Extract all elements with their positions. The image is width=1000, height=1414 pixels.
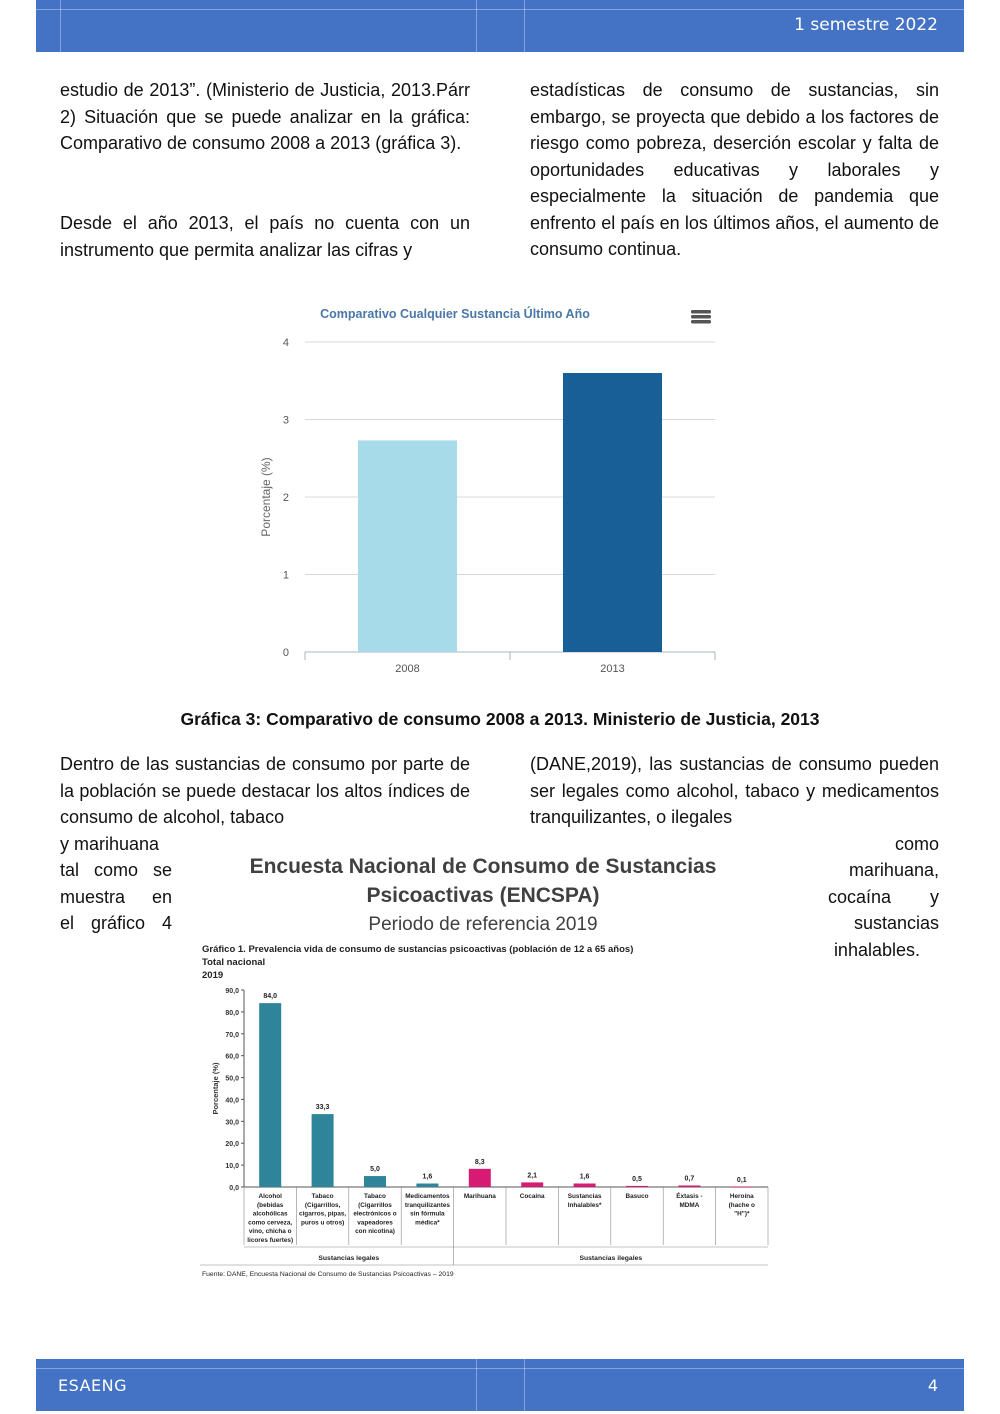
bar-cocaína: [521, 1182, 543, 1187]
paragraph-3: estadísticas de consumo de sustancias, sin embargo, se proyecta que debido a los factores de riesgo como pobreza, deserción escolar y falta de oportunidades educativas y laborales y especialmente la situación de pandemia que enfrento el país en los últimos años, el aumento de consumo continua.: [530, 80, 939, 259]
footer-divider: [476, 1359, 477, 1411]
paragraph-5-wrap-line: cocaína y: [828, 887, 939, 907]
y-axis-label: Porcentaje (%): [259, 457, 273, 537]
header-date: 1 semestre 2022: [794, 15, 938, 35]
hamburger-menu-icon[interactable]: [691, 310, 711, 324]
bar-heroína: [731, 1187, 753, 1188]
header-divider: [60, 0, 61, 52]
y-tick-label: 40,0: [225, 1097, 239, 1105]
bar-tabaco: [364, 1176, 386, 1187]
data-label: 0,5: [632, 1175, 642, 1183]
bar-marihuana: [469, 1169, 491, 1187]
data-label: 2,1: [527, 1172, 538, 1180]
paragraph-4-wrap-line: el gráfico 4: [60, 913, 172, 933]
header-band: [36, 0, 964, 52]
chart-subtitle: 2019: [202, 970, 224, 981]
group-label: Sustancias legales: [318, 1255, 380, 1262]
bar-2013: [563, 373, 662, 652]
y-tick-label: 0,0: [229, 1185, 239, 1192]
y-tick-label: 90,0: [225, 988, 239, 995]
x-tick-label: (Cigarrillos: [358, 1201, 392, 1209]
x-tick-label: sin fórmula: [410, 1210, 445, 1218]
x-tick-label: (hache o: [728, 1201, 755, 1209]
data-label: 1,6: [579, 1173, 590, 1181]
y-tick-label: 50,0: [225, 1075, 239, 1083]
header-rule: [36, 9, 964, 10]
paragraph-4-wrap-line: y marihuana: [60, 834, 160, 854]
x-tick-label: puros u otros): [300, 1219, 345, 1227]
bar-tabaco: [312, 1114, 334, 1187]
x-tick-label: 2008: [395, 663, 420, 675]
chart-comparativo: [255, 296, 735, 686]
x-tick-label: "H")*: [734, 1210, 750, 1218]
paragraph-5-wrap-line: como: [894, 834, 939, 854]
y-tick-label: 60,0: [225, 1053, 239, 1061]
x-tick-label: Sustancias: [567, 1193, 602, 1200]
y-tick-label: 3: [282, 414, 289, 427]
bar-sustancias: [574, 1183, 596, 1187]
header-divider: [476, 0, 477, 52]
banner-title-line: Psicoactivas (ENCSPA): [366, 884, 600, 907]
y-tick-label: 10,0: [225, 1163, 239, 1171]
data-label: 84,0: [263, 993, 278, 1001]
data-label: 0,1: [736, 1176, 747, 1184]
y-tick-label: 1: [282, 569, 289, 582]
chart-title: Comparativo Cualquier Sustancia Último Año: [320, 307, 590, 321]
chart-subtitle: Total nacional: [202, 957, 266, 968]
x-tick-label: como cerveza,: [248, 1219, 293, 1227]
x-tick-label: Tabaco: [364, 1193, 386, 1200]
header-divider: [524, 0, 525, 52]
x-tick-label: cigarros, pipas,: [298, 1210, 347, 1218]
paragraph-2: Desde el año 2013, el país no cuenta con un instrumento que permita analizar las cifras y: [60, 213, 470, 260]
x-tick-label: Éxtasis -: [676, 1193, 703, 1200]
footer-divider: [524, 1359, 525, 1411]
x-tick-label: vino, chicha o: [248, 1228, 292, 1236]
data-label: 8,3: [474, 1158, 485, 1166]
banner-title-line: Encuesta Nacional de Consumo de Sustancias: [249, 855, 717, 878]
x-tick-label: licores fuertes): [247, 1237, 294, 1244]
x-tick-label: Basuco: [625, 1193, 649, 1200]
chart-source: Fuente: DANE, Encuesta Nacional de Consumo de Sustancias Psicoactivas – 2019: [202, 1271, 454, 1278]
x-tick-label: (Cigarrillos,: [304, 1201, 341, 1209]
x-tick-label: Tabaco: [311, 1193, 334, 1200]
chart-encspa: [196, 850, 776, 1280]
y-tick-label: 4: [282, 337, 289, 349]
paragraph-4-wrap-line: tal como se: [60, 860, 172, 880]
paragraph-5-wrap-line: sustancias: [853, 913, 939, 933]
footer-band: [36, 1359, 964, 1411]
bar-basuco: [626, 1186, 648, 1187]
y-tick-label: 20,0: [225, 1141, 239, 1149]
x-tick-label: vapeadores: [357, 1219, 393, 1227]
y-tick-label: 30,0: [225, 1119, 239, 1127]
x-tick-label: Cocaína: [519, 1193, 545, 1200]
x-tick-label: Alcohol: [258, 1193, 282, 1200]
x-tick-label: con nicotina): [355, 1228, 395, 1236]
paragraph-4: Dentro de las sustancias de consumo por parte de la población se puede destacar los altos índices de consumo de alcohol, tabaco: [60, 754, 470, 827]
bar-medicamentos: [416, 1183, 438, 1187]
paragraph-5-wrap-line: marihuana,: [848, 860, 939, 880]
page-number: 4: [927, 1376, 938, 1395]
bar-2008: [358, 440, 457, 652]
y-tick-label: 2: [282, 492, 289, 504]
x-tick-label: alcohólicas: [252, 1210, 288, 1218]
y-axis-label: Porcentaje (%): [211, 1062, 220, 1115]
x-tick-label: (bebidas: [257, 1201, 284, 1209]
data-label: 1,6: [422, 1173, 433, 1181]
paragraph-4-wrap-line: muestra en: [60, 887, 172, 907]
chart-title: Gráfico 1. Prevalencia vida de consumo de sustancias psicoactivas (población de 12 a 65 años): [202, 944, 634, 955]
bar-alcohol: [259, 1003, 281, 1187]
paragraph-1: estudio de 2013”. (Ministerio de Justicia, 2013.Párr 2) Situación que se puede analizar en la gráfica: Comparativo de consumo 2008 a 2013 (gráfica 3).: [60, 80, 470, 153]
data-label: 0,7: [684, 1175, 695, 1183]
x-tick-label: Inhalables*: [567, 1201, 602, 1209]
x-tick-label: 2013: [600, 663, 625, 675]
x-tick-label: Marihuana: [463, 1193, 496, 1200]
footer-rule: [36, 1368, 964, 1369]
x-tick-label: tranquilizantes: [404, 1201, 450, 1209]
banner-subtitle: Periodo de referencia 2019: [368, 914, 598, 935]
footer-brand: ESAENG: [58, 1376, 127, 1395]
x-tick-label: MDMA: [679, 1201, 700, 1209]
paragraph-5: (DANE,2019), las sustancias de consumo pueden ser legales como alcohol, tabaco y medicamentos tranquilizantes, o ilegales: [530, 754, 939, 827]
x-tick-label: Heroína: [729, 1193, 754, 1200]
group-label: Sustancias ilegales: [579, 1255, 643, 1262]
paragraph-5-wrap-line: inhalables.: [833, 940, 920, 960]
data-label: 33,3: [315, 1104, 330, 1112]
x-tick-label: médica*: [415, 1219, 440, 1227]
bar-éxtasis -: [678, 1185, 700, 1187]
y-tick-label: 0: [282, 647, 289, 659]
data-label: 5,0: [370, 1166, 380, 1174]
y-tick-label: 70,0: [225, 1031, 239, 1039]
chart-caption: Gráfica 3: Comparativo de consumo 2008 a 2013. Ministerio de Justicia, 2013: [180, 709, 820, 729]
y-tick-label: 80,0: [225, 1009, 239, 1017]
x-tick-label: electrónicos o: [353, 1210, 397, 1218]
x-tick-label: Medicamentos: [405, 1193, 450, 1200]
